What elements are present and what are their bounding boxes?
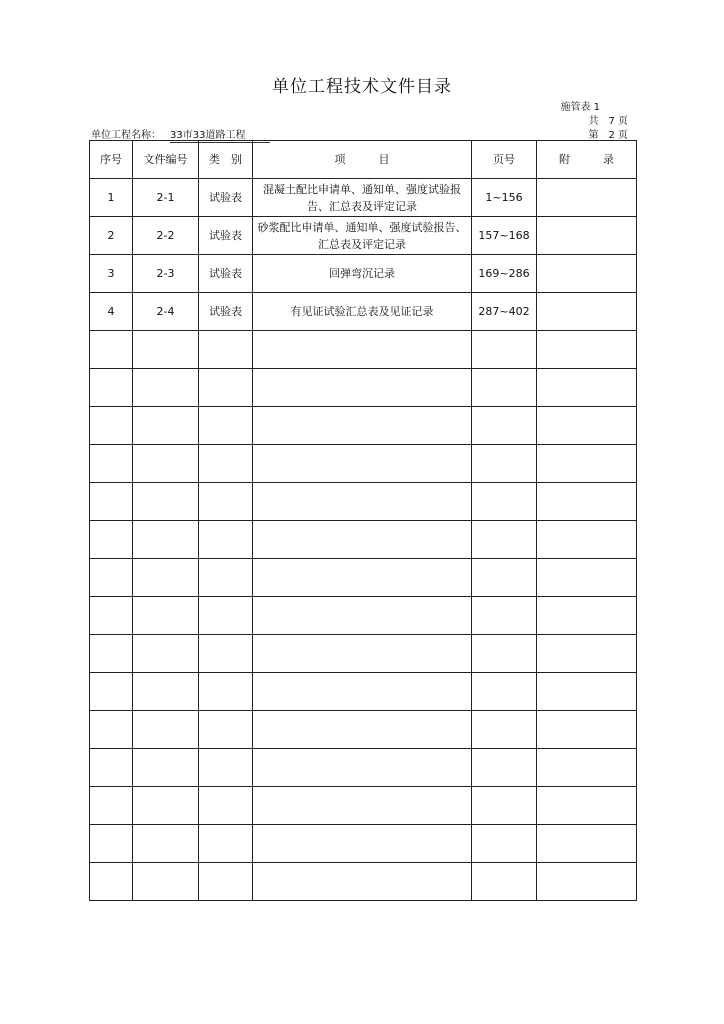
cell-appendix — [537, 483, 637, 521]
cell-appendix — [537, 293, 637, 331]
cell-pages — [472, 521, 537, 559]
table-row — [90, 445, 637, 483]
cell-file-code — [133, 825, 199, 863]
cell-appendix — [537, 521, 637, 559]
cell-item — [253, 673, 472, 711]
cell-file-code — [133, 673, 199, 711]
table-header-row — [90, 141, 637, 179]
cell-item — [253, 521, 472, 559]
cell-seq — [90, 597, 133, 635]
cell-item: 混凝土配比申请单、通知单、强度试验报告、汇总表及评定记录 — [253, 179, 472, 217]
header-pages: 页号 — [472, 141, 537, 179]
table-row — [90, 825, 637, 863]
cell-file-code — [133, 369, 199, 407]
cell-item — [253, 597, 472, 635]
cell-appendix — [537, 407, 637, 445]
cell-item — [253, 825, 472, 863]
table-row — [90, 331, 637, 369]
cell-seq — [90, 787, 133, 825]
cell-file-code: 2-1 — [133, 179, 199, 217]
cell-pages — [472, 369, 537, 407]
cell-item — [253, 559, 472, 597]
cell-file-code: 2-3 — [133, 255, 199, 293]
cell-pages — [472, 825, 537, 863]
cell-pages — [472, 331, 537, 369]
cell-item — [253, 483, 472, 521]
cell-pages — [472, 787, 537, 825]
cell-file-code — [133, 597, 199, 635]
cell-category: 试验表 — [199, 255, 253, 293]
cell-category — [199, 673, 253, 711]
table-row — [90, 787, 637, 825]
cell-seq: 3 — [90, 255, 133, 293]
cell-seq — [90, 445, 133, 483]
cell-seq — [90, 635, 133, 673]
total-pages: 共 7 页 — [588, 116, 628, 127]
cell-file-code — [133, 407, 199, 445]
cell-seq — [90, 863, 133, 901]
cell-pages — [472, 597, 537, 635]
table-row — [90, 217, 637, 255]
cell-pages — [472, 673, 537, 711]
table-row — [90, 635, 637, 673]
cell-item: 回弹弯沉记录 — [253, 255, 472, 293]
cell-seq: 2 — [90, 217, 133, 255]
cell-seq — [90, 369, 133, 407]
cell-appendix — [537, 255, 637, 293]
cell-category — [199, 787, 253, 825]
cell-category — [199, 331, 253, 369]
table-row — [90, 749, 637, 787]
cell-item — [253, 369, 472, 407]
cell-pages — [472, 483, 537, 521]
table-row — [90, 407, 637, 445]
cell-category — [199, 407, 253, 445]
cell-appendix — [537, 559, 637, 597]
cell-item: 有见证试验汇总表及见证记录 — [253, 293, 472, 331]
cell-file-code — [133, 711, 199, 749]
cell-file-code: 2-2 — [133, 217, 199, 255]
cell-category: 试验表 — [199, 293, 253, 331]
cell-category — [199, 749, 253, 787]
cell-appendix — [537, 673, 637, 711]
cell-item — [253, 749, 472, 787]
cell-category — [199, 369, 253, 407]
cell-seq: 1 — [90, 179, 133, 217]
document-title: 单位工程技术文件目录 — [272, 77, 452, 97]
header-category: 类 别 — [199, 141, 253, 179]
form-number: 施管表 1 — [560, 102, 600, 113]
cell-item — [253, 711, 472, 749]
cell-category — [199, 597, 253, 635]
cell-appendix — [537, 331, 637, 369]
cell-pages: 157~168 — [472, 217, 537, 255]
header-file-code: 文件编号 — [133, 141, 199, 179]
cell-file-code — [133, 863, 199, 901]
table-row — [90, 711, 637, 749]
cell-seq — [90, 407, 133, 445]
cell-appendix — [537, 635, 637, 673]
cell-category — [199, 559, 253, 597]
cell-item: 砂浆配比申请单、通知单、强度试验报告、汇总表及评定记录 — [253, 217, 472, 255]
cell-pages — [472, 407, 537, 445]
cell-pages: 1~156 — [472, 179, 537, 217]
cell-item — [253, 635, 472, 673]
cell-appendix — [537, 217, 637, 255]
cell-pages — [472, 635, 537, 673]
cell-category — [199, 711, 253, 749]
cell-pages — [472, 749, 537, 787]
cell-item — [253, 407, 472, 445]
cell-category — [199, 445, 253, 483]
table-body — [90, 179, 637, 901]
cell-file-code — [133, 445, 199, 483]
cell-appendix — [537, 711, 637, 749]
cell-appendix — [537, 369, 637, 407]
header-appendix: 附 录 — [537, 141, 637, 179]
project-name-value: 33市33道路工程 — [170, 126, 270, 143]
table-row — [90, 369, 637, 407]
table-row — [90, 293, 637, 331]
cell-pages — [472, 559, 537, 597]
table-row — [90, 863, 637, 901]
cell-file-code — [133, 635, 199, 673]
cell-pages: 169~286 — [472, 255, 537, 293]
file-catalog-table — [89, 140, 637, 901]
cell-appendix — [537, 787, 637, 825]
page-number: 第 2 页 — [588, 130, 628, 141]
cell-appendix — [537, 749, 637, 787]
cell-file-code: 2-4 — [133, 293, 199, 331]
cell-category — [199, 521, 253, 559]
cell-category — [199, 825, 253, 863]
table-row — [90, 597, 637, 635]
cell-pages — [472, 445, 537, 483]
cell-pages — [472, 711, 537, 749]
cell-appendix — [537, 179, 637, 217]
cell-file-code — [133, 787, 199, 825]
cell-seq: 4 — [90, 293, 133, 331]
cell-seq — [90, 749, 133, 787]
cell-file-code — [133, 521, 199, 559]
cell-seq — [90, 483, 133, 521]
cell-file-code — [133, 559, 199, 597]
table-row — [90, 559, 637, 597]
cell-appendix — [537, 597, 637, 635]
cell-file-code — [133, 749, 199, 787]
cell-seq — [90, 673, 133, 711]
cell-file-code — [133, 331, 199, 369]
cell-category: 试验表 — [199, 217, 253, 255]
header-seq: 序号 — [90, 141, 133, 179]
cell-seq — [90, 711, 133, 749]
table-row — [90, 179, 637, 217]
cell-category — [199, 863, 253, 901]
cell-item — [253, 863, 472, 901]
cell-pages — [472, 863, 537, 901]
cell-category — [199, 635, 253, 673]
cell-category — [199, 483, 253, 521]
cell-seq — [90, 331, 133, 369]
cell-item — [253, 787, 472, 825]
table-row — [90, 521, 637, 559]
cell-file-code — [133, 483, 199, 521]
project-name-label: 单位工程名称： — [91, 130, 161, 141]
cell-seq — [90, 559, 133, 597]
table-row — [90, 255, 637, 293]
cell-category: 试验表 — [199, 179, 253, 217]
cell-appendix — [537, 825, 637, 863]
cell-pages: 287~402 — [472, 293, 537, 331]
cell-item — [253, 445, 472, 483]
cell-appendix — [537, 863, 637, 901]
cell-seq — [90, 521, 133, 559]
table-row — [90, 483, 637, 521]
header-item: 项 目 — [253, 141, 472, 179]
cell-seq — [90, 825, 133, 863]
cell-appendix — [537, 445, 637, 483]
table-row — [90, 673, 637, 711]
cell-item — [253, 331, 472, 369]
